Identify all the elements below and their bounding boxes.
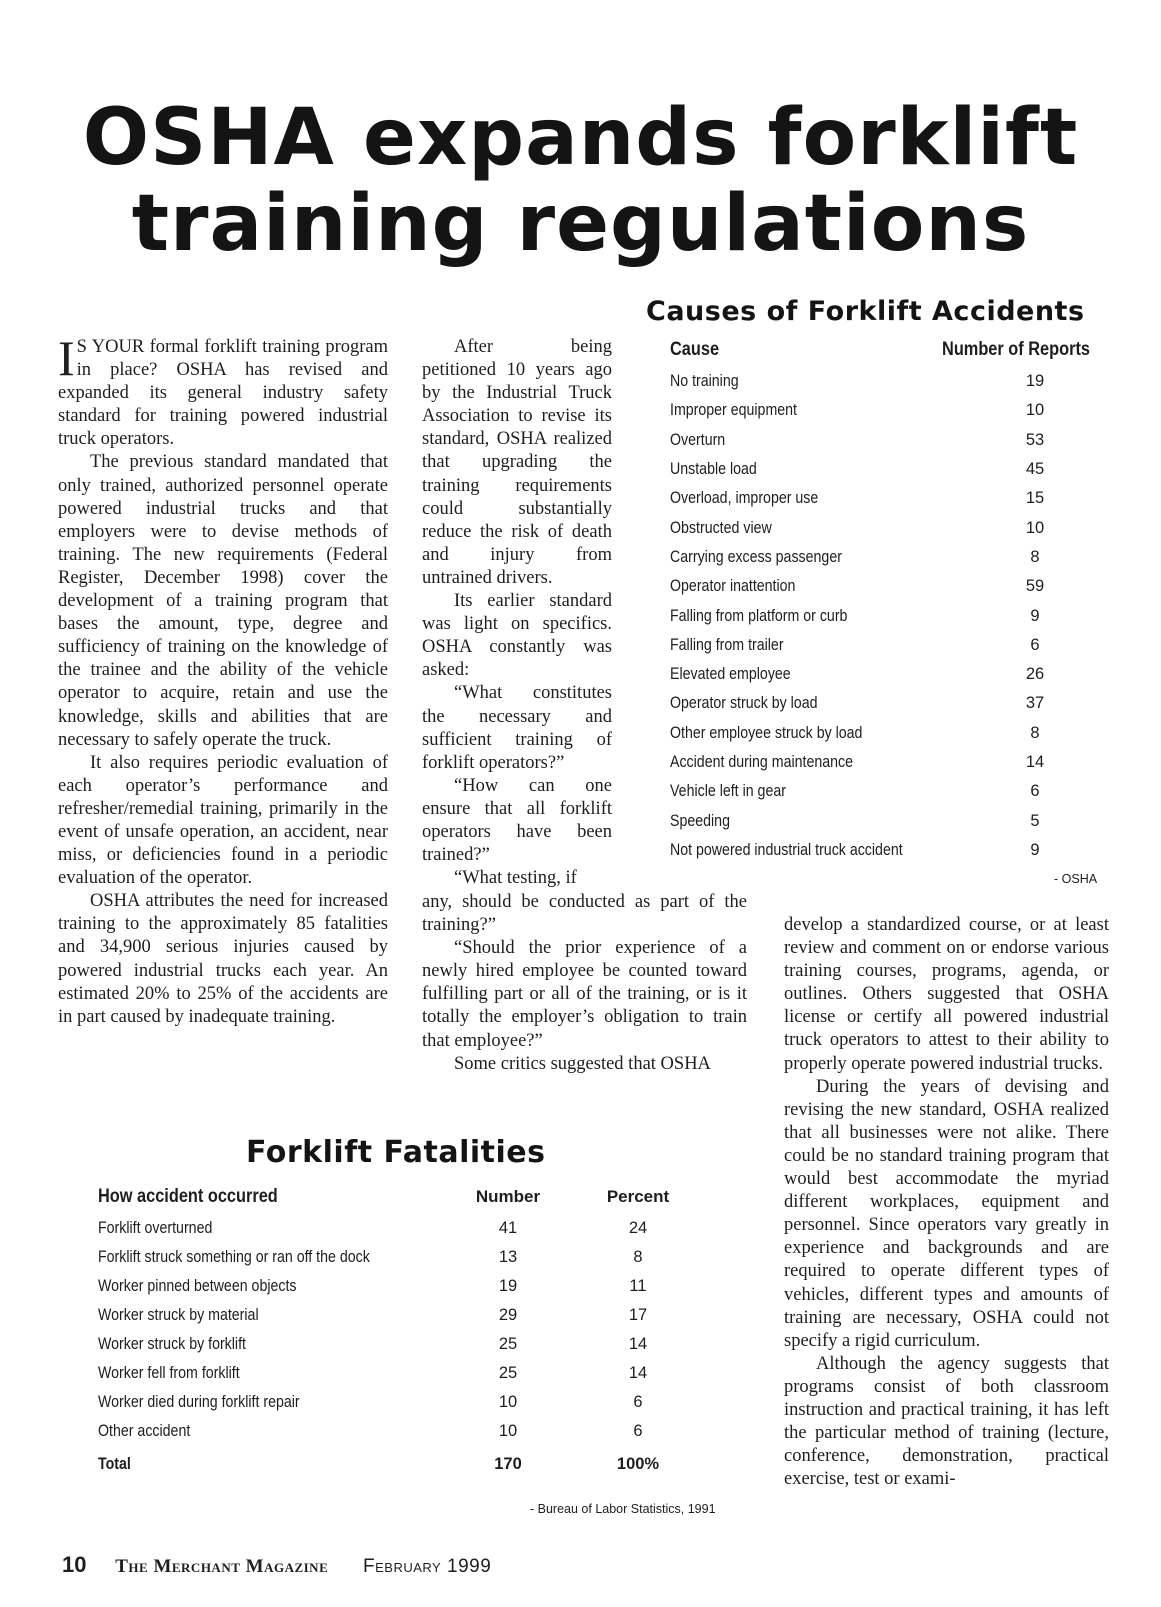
table-row (98, 1243, 698, 1272)
cause-cell: Obstructed view (670, 518, 772, 537)
cause-cell: Other employee struck by load (670, 723, 863, 742)
cause-cell: No training (670, 372, 739, 391)
number-cell: 29 (498, 1306, 518, 1324)
percent-cell: 11 (629, 1277, 647, 1295)
reports-cell: 8 (1030, 547, 1040, 566)
total-label: Total (98, 1454, 131, 1473)
article-column-2 (422, 336, 612, 890)
article-paragraph-text: S YOUR formal forklift training program in place? OSHA has revised and expanded its general industry safety standard for training powered industrial truck operators. (58, 337, 388, 450)
cause-cell: Speeding (670, 811, 730, 830)
number-cell: 25 (498, 1364, 518, 1382)
column-header-cause: Cause (670, 339, 720, 360)
table-row (98, 1301, 698, 1330)
how-cell: Worker struck by forklift (98, 1335, 246, 1353)
how-cell: Forklift struck something or ran off the dock (98, 1248, 370, 1266)
how-cell: Worker fell from forklift (98, 1364, 240, 1382)
table-row (670, 719, 1090, 748)
percent-cell: 6 (633, 1393, 643, 1411)
cause-cell: Elevated employee (670, 665, 791, 684)
issue-date: February 1999 (363, 1556, 492, 1577)
reports-cell: 53 (1025, 430, 1045, 449)
article-paragraph: Its earlier standard was light on specifics. OSHA constantly was asked: (422, 591, 612, 681)
table-row (98, 1272, 698, 1301)
article-paragraph: Although the agency suggests that programs consist of both classroom instruction and practical training, it has left the particular method of training (lecture, conference, demonstration, practical exercise, test or exami- (784, 1353, 1109, 1490)
reports-cell: 8 (1030, 723, 1040, 742)
magazine-name: The Merchant Magazine (115, 1556, 329, 1577)
reports-cell: 9 (1030, 606, 1040, 625)
number-cell: 13 (498, 1248, 518, 1266)
causes-source: - OSHA (1054, 872, 1098, 886)
cause-cell: Accident during maintenance (670, 753, 854, 771)
article-paragraph: “Should the prior experience of a newly hired employee be counted toward fulfilling part or all of the training, or is it totally the employer’s obligation to train that employee?” (422, 938, 747, 1051)
article-paragraph: The previous standard mandated that only trained, authorized personnel operate powered industrial trucks and that employers were to devise methods of training. The new requirements (Federal Register, December 1998) cover the development of a training program that bases the amount, type, degree and sufficiency of training on the knowledge of the trainee and the ability of the vehicle operator to acquire, retain and use the knowledge, skills and abilities that are necessary to safely operate the truck. (58, 452, 388, 750)
table-row (98, 1214, 698, 1243)
table-row (670, 660, 1090, 689)
cause-cell: Falling from platform or curb (670, 606, 848, 625)
article-paragraph: OSHA attributes the need for increased training to the approximately 85 fatalities and 34,900 serious injuries caused by powered industrial trucks each year. An estimated 20% to 25% of the accidents are in part caused by inadequate training. (58, 891, 388, 1027)
total-number: 170 (494, 1454, 522, 1473)
table-row (670, 631, 1090, 660)
article-paragraph: After being petitioned 10 years ago by the Industrial Truck Association to revise its standard, OSHA realized that upgrading the training requirements could substantially reduce the risk of death and injury from untrained drivers. (422, 337, 612, 588)
article-paragraph: “How can one ensure that all forklift operators have been trained?” (422, 775, 612, 866)
article-paragraph: “What constitutes the necessary and sufficient training of forklift operators?” (422, 683, 612, 773)
how-cell: Worker struck by material (98, 1306, 259, 1324)
table-row (670, 601, 1090, 630)
table-row (670, 513, 1090, 542)
cause-cell: Operator inattention (670, 577, 796, 596)
table-row (670, 748, 1090, 777)
cause-cell: Falling from trailer (670, 635, 784, 654)
number-cell: 41 (498, 1219, 518, 1237)
article-paragraph: “What testing, if (454, 868, 577, 889)
percent-cell: 6 (633, 1422, 643, 1440)
table-row (98, 1359, 698, 1388)
cause-cell: Operator struck by load (670, 694, 818, 713)
table-row (670, 426, 1090, 455)
table-row (670, 367, 1090, 396)
table-row (670, 806, 1090, 835)
how-cell: Forklift overturned (98, 1219, 213, 1237)
article-column-3 (784, 914, 1109, 1491)
page-number: 10 (62, 1552, 87, 1577)
fatalities-table (98, 1180, 698, 1482)
table-header-row (670, 333, 1090, 367)
number-cell: 10 (498, 1393, 518, 1411)
table-row (670, 455, 1090, 484)
reports-cell: 14 (1025, 753, 1045, 771)
cause-cell: Overturn (670, 430, 726, 449)
article-paragraph: develop a standardized course, or at least review and comment on or endorse various training courses, programs, agenda, or outlines. Others suggested that OSHA license or certify all powered industrial truck operators to attest to their ability to properly operate powered industrial trucks. (784, 915, 1109, 1074)
causes-table (670, 333, 1090, 865)
table-row (670, 836, 1090, 865)
table-row (670, 484, 1090, 513)
drop-cap: I (58, 330, 75, 386)
percent-cell: 14 (628, 1364, 648, 1382)
how-cell: Worker died during forklift repair (98, 1393, 300, 1411)
column-header-how: How accident occurred (98, 1186, 278, 1207)
percent-cell: 14 (628, 1335, 648, 1353)
reports-cell: 26 (1025, 665, 1045, 684)
reports-cell: 19 (1025, 372, 1045, 391)
article-paragraph: any, should be conducted as part of the training?” (422, 892, 747, 936)
reports-cell: 37 (1025, 694, 1045, 713)
how-cell: Worker pinned between objects (98, 1277, 297, 1295)
article-paragraph (58, 330, 388, 451)
table-total-row (98, 1446, 698, 1482)
total-percent: 100% (616, 1454, 660, 1473)
column-header-number: Number (475, 1187, 541, 1206)
cause-cell: Not powered industrial truck accident (670, 840, 903, 859)
article-column-2-continued (422, 891, 747, 1076)
page-footer (62, 1552, 491, 1578)
article-column-1 (58, 330, 388, 1029)
cause-cell: Overload, improper use (670, 489, 819, 508)
table-row (98, 1417, 698, 1446)
reports-cell: 15 (1025, 489, 1045, 508)
table-row (670, 543, 1090, 572)
table-row (98, 1330, 698, 1359)
table-row (670, 396, 1090, 425)
reports-cell: 6 (1030, 782, 1040, 801)
how-cell: Other accident (98, 1422, 191, 1440)
column-header-reports: Number of Reports (942, 339, 1090, 360)
cause-cell: Vehicle left in gear (670, 782, 786, 801)
number-cell: 19 (498, 1277, 518, 1295)
reports-cell: 10 (1025, 401, 1045, 420)
number-cell: 25 (498, 1335, 518, 1353)
fatalities-table-title: Forklift Fatalities (246, 1135, 546, 1170)
article-paragraph: During the years of devising and revising the new standard, OSHA realized that all businesses were not alike. There could be no standard training program that would best accommodate the myriad different workplaces, equipment and personnel. Since operators vary greatly in experience and backgrounds and are required to operate different types of vehicles, different types and amounts of training are necessary, OSHA could not specify a rigid curriculum. (784, 1076, 1109, 1351)
reports-cell: 9 (1030, 840, 1040, 859)
percent-cell: 8 (633, 1248, 643, 1266)
headline-line-1: OSHA expands forklift (82, 93, 1079, 183)
causes-table-title: Causes of Forklift Accidents (646, 296, 1085, 327)
table-header-row (98, 1180, 698, 1214)
reports-cell: 59 (1025, 577, 1045, 596)
reports-cell: 45 (1025, 460, 1045, 479)
reports-cell: 6 (1030, 635, 1040, 654)
cause-cell: Improper equipment (670, 401, 797, 420)
article-paragraph: Some critics suggested that OSHA (454, 1053, 711, 1074)
cause-cell: Unstable load (670, 460, 757, 479)
percent-cell: 24 (628, 1219, 648, 1237)
article-paragraph: It also requires periodic evaluation of each operator’s performance and refresher/remedial training, primarily in the event of unsafe operation, an accident, near miss, or deficiencies found in a periodic evaluation of the operator. (58, 752, 388, 889)
column-header-percent: Percent (606, 1187, 670, 1206)
percent-cell: 17 (628, 1306, 648, 1324)
headline-line-2: training regulations (131, 179, 1030, 269)
reports-cell: 10 (1025, 518, 1045, 537)
table-row (670, 689, 1090, 718)
table-row (670, 572, 1090, 601)
headline (0, 95, 1161, 267)
cause-cell: Carrying excess passenger (670, 547, 842, 566)
number-cell: 10 (498, 1422, 518, 1440)
reports-cell: 5 (1030, 811, 1040, 830)
table-row (98, 1388, 698, 1417)
fatalities-source: - Bureau of Labor Statistics, 1991 (530, 1502, 716, 1516)
table-row (670, 777, 1090, 806)
